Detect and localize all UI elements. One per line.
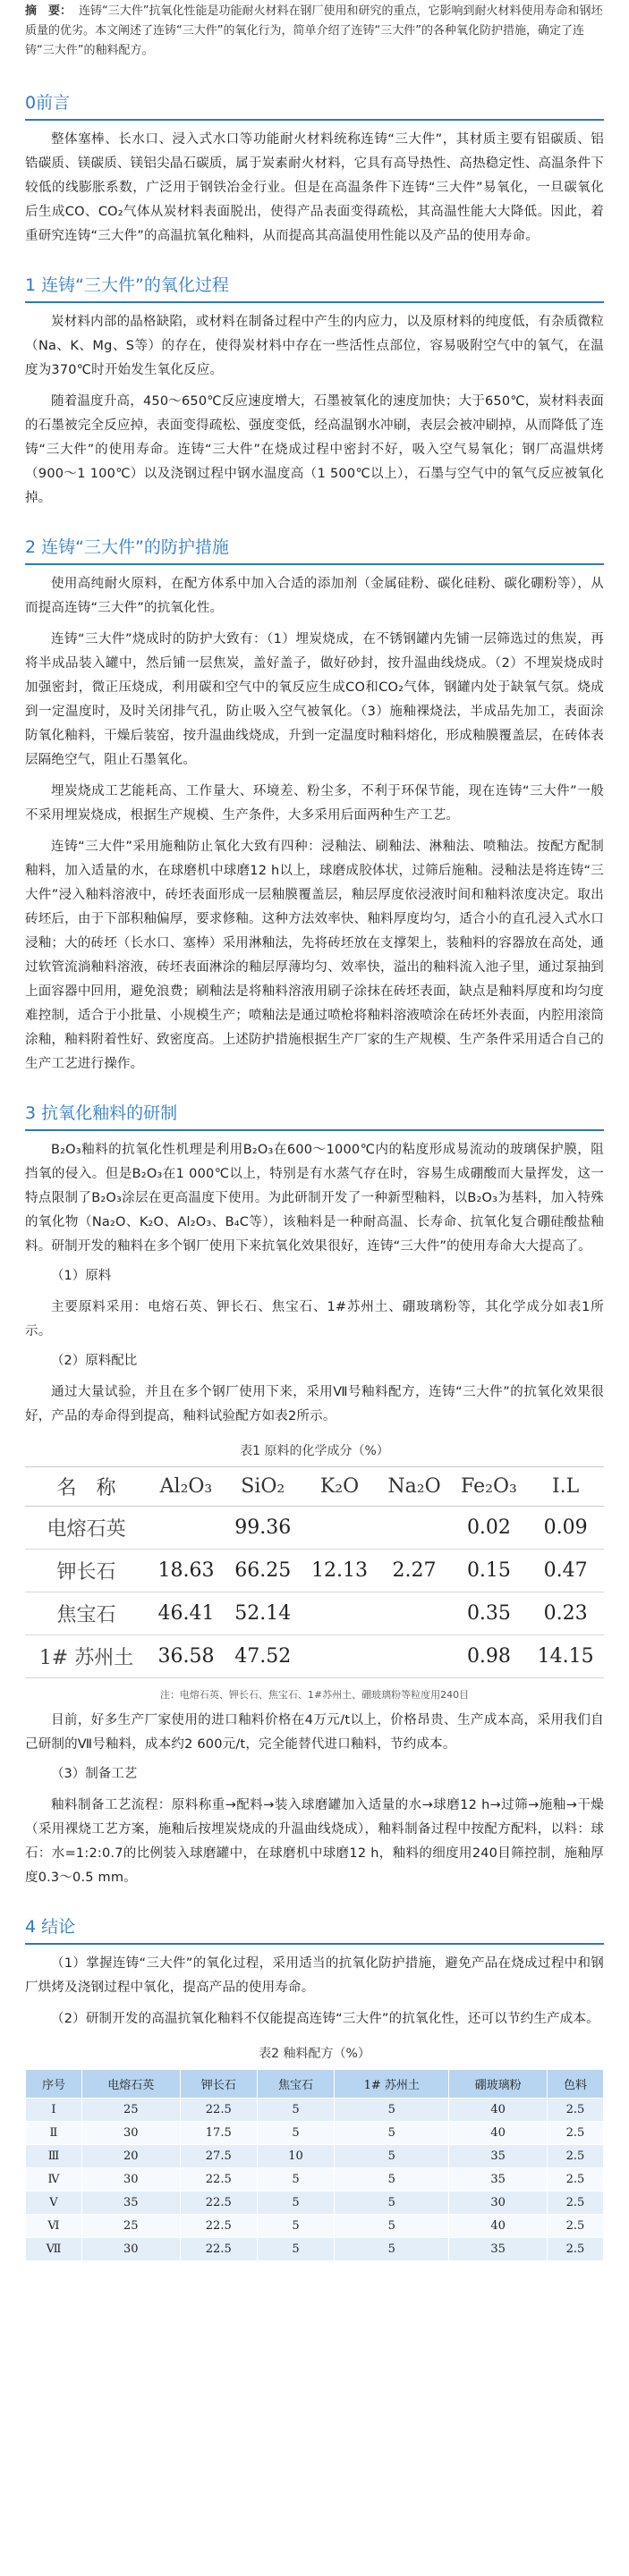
table1 xyxy=(25,1466,604,1678)
table-cell: 5 xyxy=(257,2192,334,2215)
table-cell: 钾长石 xyxy=(25,1550,148,1592)
paragraph: 连铸“三大件”采用施釉防止氧化大致有四种：浸釉法、刷釉法、淋釉法、喷釉法。按配方配制釉料，加入适量的水，在球磨机中球磨12 h以上，球磨成胶体状，过筛后施釉。浸釉法是将连铸“三大件”浸入釉料溶液中，砖坯表面形成一层釉膜覆盖层，釉层厚度依浸液时间和釉料浓度决定。取出砖坯后，由于下部积釉偏厚，要求修釉。这种方法效率快、釉料厚度均匀，适合小的直孔浸入式水口浸釉；大的砖坯（长水口、塞棒）采用淋釉法，先将砖坯放在支撑架上，装釉料的容器放在高处，通过软管流淌釉料溶液，砖坯表面淋涂的釉层厚薄均匀、效率快，溢出的釉料流入池子里，通过泵抽到上面容器中回用，避免浪费；刷釉法是将釉料溶液用刷子涂抹在砖坯表面，缺点是釉料厚度和均匀度难控制，适合于小批量、小规模生产；喷釉法是通过喷枪将釉料溶液喷涂在砖坯外表面，内腔用滚筒涂釉，釉料附着性好、致密度高。上述防护措施根据生产厂家的生产规模、生产条件采用适合自己的生产工艺进行操作。 xyxy=(25,840,604,1071)
table-header: 硼玻璃粉 xyxy=(449,2070,548,2099)
table-cell: 30 xyxy=(449,2192,548,2215)
paragraph: 随着温度升高，450～650℃反应速度增大，石墨被氧化的速度加快；大于650℃，炭材料表面的石墨被完全反应掉，表面变得疏松、强度变低，经高温钢水冲刷，表层会被冲刷掉，从而降低了连铸“三大件”的使用寿命。连铸“三大件”在烧成过程中密封不好，吸入空气易氧化；钢厂高温烘烤（900～1 100℃）以及浇钢过程中钢水温度高（1 500℃以上），石墨与空气中的氧气反应被氧化掉。 xyxy=(25,394,604,505)
section-conclusion xyxy=(25,1913,604,2261)
paragraph: 埋炭烧成工艺能耗高、工作量大、环境差、粉尘多，不利于环保节能，现在连铸“三大件”一般不采用埋炭烧成，根据生产规模、生产条件，大多采用后面两种生产工艺。 xyxy=(25,784,604,823)
table-row xyxy=(25,1635,604,1678)
table-header: 序号 xyxy=(26,2070,82,2099)
table-cell: 5 xyxy=(335,2168,449,2192)
table2 xyxy=(25,2069,604,2261)
table-cell: 5 xyxy=(335,2192,449,2215)
table-header: 电熔石英 xyxy=(81,2070,180,2099)
table-cell: 40 xyxy=(449,2099,548,2122)
section-glaze-development xyxy=(25,1100,604,1890)
paragraph: 通过大量试验，并且在多个钢厂使用下来，采用Ⅶ号釉料配方，连铸“三大件”的抗氧化效果很好，产品的寿命得到提高，釉料试验配方如表2所示。 xyxy=(25,1385,604,1423)
table-row xyxy=(25,1592,604,1635)
table-cell: 1# 苏州土 xyxy=(25,1635,148,1678)
table-cell: 35 xyxy=(449,2145,548,2168)
table-cell: Ⅴ xyxy=(26,2192,82,2215)
table1-note: 注：电熔石英、钾长石、焦宝石、1#苏州土、硼玻璃粉等粒度用240目 xyxy=(159,1689,470,1701)
table-cell: 40 xyxy=(449,2215,548,2238)
section-title: 0前言 xyxy=(25,89,604,121)
section-protection xyxy=(25,534,604,1077)
table-row xyxy=(26,2099,604,2122)
table-cell: 36.58 xyxy=(148,1635,225,1678)
table-header: 钾长石 xyxy=(180,2070,257,2099)
table-row xyxy=(26,2192,604,2215)
table-cell xyxy=(302,1507,378,1550)
table-row xyxy=(25,1550,604,1592)
table-cell: 2.5 xyxy=(548,2238,604,2261)
abstract-text: 连铸“三大件”抗氧化性能是功能耐火材料在钢厂使用和研究的重点，它影响到耐火材料使用寿命和钢坯质量的优劣。本文阐述了连铸“三大件”的氧化行为，简单介绍了连铸“三大件”的各种氧化防护措施，确定了连铸“三大件”的釉料配方。 xyxy=(25,4,603,57)
paragraph: （2）研制开发的高温抗氧化釉料不仅能提高连铸“三大件”的抗氧化性，还可以节约生产成本。 xyxy=(51,2012,599,2026)
table-cell: 46.41 xyxy=(148,1592,225,1635)
table-cell xyxy=(148,1507,225,1550)
section-oxidation xyxy=(25,272,604,511)
table-cell: 2.5 xyxy=(548,2168,604,2192)
table-cell xyxy=(378,1592,450,1635)
table-cell: 2.27 xyxy=(378,1550,450,1592)
subheading: （2）原料配比 xyxy=(51,1354,138,1368)
table-cell: 47.52 xyxy=(225,1635,302,1678)
table-header: I.L xyxy=(527,1467,604,1507)
section-title: 4 结论 xyxy=(25,1913,604,1945)
paragraph: 釉料制备工艺流程：原料称重→配料→装入球磨罐加入适量的水→球磨12 h→过筛→施釉→干燥（采用裸烧工艺方案，施釉后按埋炭烧成的升温曲线烧成），釉料制备过程中按配方配料，以料：球石：水=1:2:0.7的比例装入球磨罐中，在球磨机中球磨12 h，釉料的细度用240目筛控制，施釉厚度0.3～0.5 mm。 xyxy=(25,1798,604,1885)
paragraph: 使用高纯耐火原料，在配方体系中加入合适的添加剂（金属硅粉、碳化硅粉、碳化硼粉等），从而提高连铸“三大件”的抗氧化性。 xyxy=(25,577,604,615)
table-cell: 0.47 xyxy=(527,1550,604,1592)
subheading: （1）原料 xyxy=(51,1269,112,1283)
table-header: 名 称 xyxy=(25,1467,148,1507)
table-cell: 30 xyxy=(81,2238,180,2261)
table-cell: 22.5 xyxy=(180,2168,257,2192)
table-cell xyxy=(302,1592,378,1635)
table-cell: 电熔石英 xyxy=(25,1507,148,1550)
table-cell: Ⅰ xyxy=(26,2099,82,2122)
table-cell: 18.63 xyxy=(148,1550,225,1592)
table-header: 1# 苏州土 xyxy=(335,2070,449,2099)
table-header: Fe₂O₃ xyxy=(451,1467,528,1507)
table-cell: 12.13 xyxy=(302,1550,378,1592)
section-title: 3 抗氧化釉料的研制 xyxy=(25,1100,604,1131)
table-cell: 30 xyxy=(81,2168,180,2192)
table-cell: 22.5 xyxy=(180,2238,257,2261)
table-cell: 5 xyxy=(257,2168,334,2192)
table-header: 焦宝石 xyxy=(257,2070,334,2099)
table-cell xyxy=(302,1635,378,1678)
table-cell: 5 xyxy=(257,2099,334,2122)
table-row xyxy=(26,2168,604,2192)
table-header: K₂O xyxy=(302,1467,378,1507)
paragraph: B₂O₃釉料的抗氧化性机理是利用B₂O₃在600～1000℃内的粘度形成易流动的玻璃保护膜，阻挡氧的侵入。但是B₂O₃在1 000℃以上，特别是有水蒸气存在时，容易生成硼酸而大量挥发，这一特点限制了B₂O₃涂层在更高温度下使用。为此研制开发了一种新型釉料，以B₂O₃为基料，加入特殊的氧化物（Na₂O、K₂O、Al₂O₃、B₄C等），该釉料是一种耐高温、长寿命、抗氧化复合硼硅酸盐釉料。研制开发的釉料在多个钢厂使用下来抗氧化效果很好，连铸“三大件”的使用寿命大大提高了。 xyxy=(25,1143,604,1254)
paragraph: 目前，好多生产厂家使用的进口釉料价格在4万元/t以上，价格昂贵、生产成本高，采用我们自己研制的Ⅶ号釉料，成本约2 600元/t，完全能替代进口釉料，节约成本。 xyxy=(25,1713,604,1752)
table-cell: 35 xyxy=(81,2192,180,2215)
table-header: Na₂O xyxy=(378,1467,450,1507)
table-cell: 20 xyxy=(81,2145,180,2168)
table-cell: 66.25 xyxy=(225,1550,302,1592)
table-cell: 2.5 xyxy=(548,2192,604,2215)
table-row xyxy=(26,2238,604,2261)
table-cell: 25 xyxy=(81,2099,180,2122)
table-cell: 35 xyxy=(449,2168,548,2192)
table-cell: 0.15 xyxy=(451,1550,528,1592)
table-header: SiO₂ xyxy=(225,1467,302,1507)
table-cell: 40 xyxy=(449,2122,548,2145)
table-cell: Ⅲ xyxy=(26,2145,82,2168)
paragraph: 整体塞棒、长水口、浸入式水口等功能耐火材料统称连铸“三大件”，其材质主要有铝碳质、铝锆碳质、镁碳质、镁铝尖晶石碳质，属于炭素耐火材料，它具有高导热性、高热稳定性、高温条件下较低的线膨胀系数，广泛用于钢铁冶金行业。但是在高温条件下连铸“三大件”易氧化，一旦碳氧化后生成CO、CO₂气体从炭材料表面脱出，使得产品表面变得疏松，其高温性能大大降低。因此，着重研究连铸“三大件”的高温抗氧化釉料，从而提高其高温使用性能以及产品的使用寿命。 xyxy=(25,132,604,243)
table-cell: 35 xyxy=(449,2238,548,2261)
table-cell: 5 xyxy=(257,2215,334,2238)
table-cell: 5 xyxy=(257,2122,334,2145)
table-cell: Ⅳ xyxy=(26,2168,82,2192)
table-cell: 27.5 xyxy=(180,2145,257,2168)
table-cell: Ⅶ xyxy=(26,2238,82,2261)
table-header: 色料 xyxy=(548,2070,604,2099)
table-header: Al₂O₃ xyxy=(148,1467,225,1507)
paragraph: 连铸“三大件”烧成时的防护大致有：（1）埋炭烧成，在不锈钢罐内先铺一层筛选过的焦炭，再将半成品装入罐中，然后铺一层焦炭，盖好盖子，做好砂封，按升温曲线烧成。（2）不埋炭烧成时加强密封，微正压烧成，利用碳和空气中的氧反应生成CO和CO₂气体，钢罐内处于缺氧气氛。烧成到一定温度时，及时关闭排气孔，防止吸入空气被氧化。（3）施釉裸烧法，半成品先加工，表面涂防氧化釉料，干燥后装窑，按升温曲线烧成，升到一定温度时釉料熔化，形成釉膜覆盖层，在砖体表层隔绝空气，阻止石墨氧化。 xyxy=(25,632,604,767)
table-header-row xyxy=(26,2070,604,2099)
table-cell: 5 xyxy=(335,2122,449,2145)
table-cell: 2.5 xyxy=(548,2145,604,2168)
table-cell: 14.15 xyxy=(527,1635,604,1678)
table-cell: Ⅵ xyxy=(26,2215,82,2238)
table-cell: 5 xyxy=(257,2238,334,2261)
paragraph: （1）掌握连铸“三大件”的氧化过程，采用适当的抗氧化防护措施，避免产品在烧成过程中和钢厂烘烤及浇钢过程中氧化，提高产品的使用寿命。 xyxy=(25,1956,604,1995)
table-cell: 0.23 xyxy=(527,1592,604,1635)
table-cell: 17.5 xyxy=(180,2122,257,2145)
subheading: （3）制备工艺 xyxy=(51,1767,138,1781)
section-preface xyxy=(25,89,604,249)
table-header-row xyxy=(25,1467,604,1507)
table-cell: 22.5 xyxy=(180,2215,257,2238)
table-cell: 52.14 xyxy=(225,1592,302,1635)
table-cell: 0.98 xyxy=(451,1635,528,1678)
table-cell: 0.09 xyxy=(527,1507,604,1550)
paragraph: 主要原料采用：电熔石英、钾长石、焦宝石、1#苏州土、硼玻璃粉等，其化学成分如表1所示。 xyxy=(25,1300,604,1339)
table-cell: 22.5 xyxy=(180,2192,257,2215)
table-cell xyxy=(378,1507,450,1550)
table-cell: 5 xyxy=(335,2145,449,2168)
table-cell: 30 xyxy=(81,2122,180,2145)
table-cell: 22.5 xyxy=(180,2099,257,2122)
table-row xyxy=(26,2215,604,2238)
table-cell: 2.5 xyxy=(548,2215,604,2238)
paragraph: 炭材料内部的晶格缺陷，或材料在制备过程中产生的内应力，以及原材料的纯度低，有杂质微粒（Na、K、Mg、S等）的存在，使得炭材料中存在一些活性点部位，容易吸附空气中的氧气，在温度为370℃时开始发生氧化反应。 xyxy=(25,315,604,377)
table-row xyxy=(25,1507,604,1550)
abstract xyxy=(25,0,604,61)
table-cell: 0.02 xyxy=(451,1507,528,1550)
table-cell: 10 xyxy=(257,2145,334,2168)
table-cell: 5 xyxy=(335,2215,449,2238)
table-cell: 5 xyxy=(335,2238,449,2261)
table-cell: 2.5 xyxy=(548,2122,604,2145)
table-row xyxy=(26,2145,604,2168)
table-row xyxy=(26,2122,604,2145)
table-cell: 99.36 xyxy=(225,1507,302,1550)
section-title: 1 连铸“三大件”的氧化过程 xyxy=(25,272,604,303)
table2-caption: 表2 釉料配方（%） xyxy=(259,2047,370,2061)
table-cell: 0.35 xyxy=(451,1592,528,1635)
table-cell: 5 xyxy=(335,2099,449,2122)
table-cell xyxy=(378,1635,450,1678)
table-cell: 2.5 xyxy=(548,2099,604,2122)
table-cell: 焦宝石 xyxy=(25,1592,148,1635)
section-title: 2 连铸“三大件”的防护措施 xyxy=(25,534,604,565)
abstract-label: 摘 要： xyxy=(25,4,72,18)
table-cell: Ⅱ xyxy=(26,2122,82,2145)
table-cell: 25 xyxy=(81,2215,180,2238)
table1-caption: 表1 原料的化学成分（%） xyxy=(240,1444,389,1458)
